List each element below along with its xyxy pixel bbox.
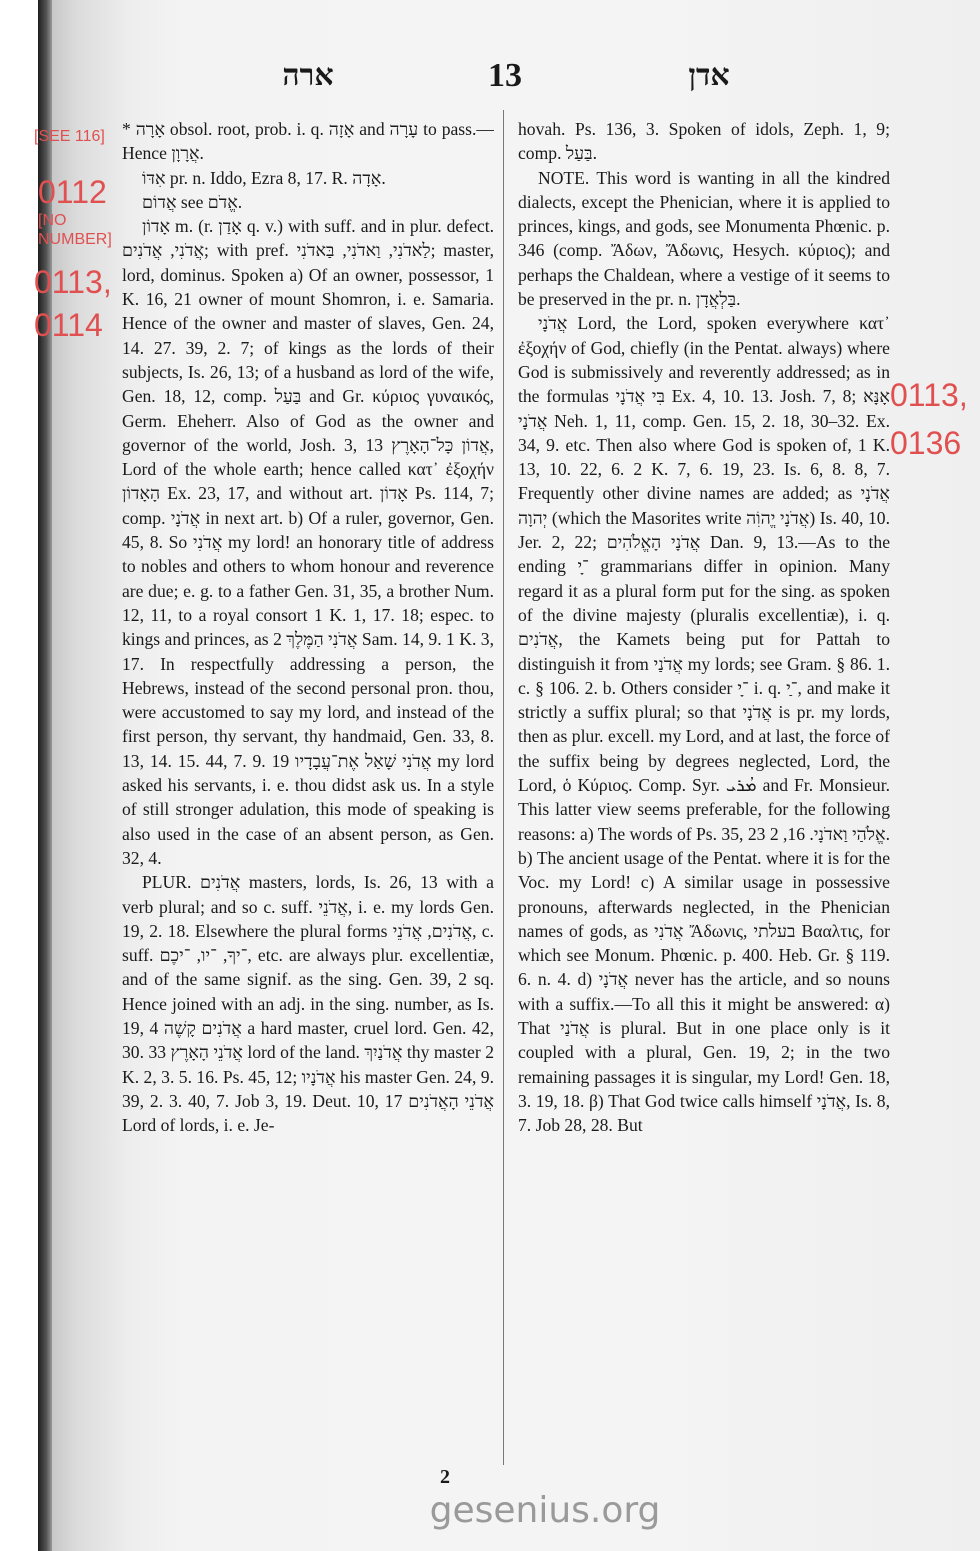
annotation-see-ref: [SEE 116] xyxy=(34,128,105,145)
site-watermark: gesenius.org xyxy=(429,1490,661,1531)
column-divider xyxy=(503,110,504,1465)
right-column xyxy=(518,117,890,1467)
annotation-no-number-line1: [NO xyxy=(38,212,67,229)
entry-adon-note: NOTE. This word is wanting in all the kindred dialects, except the Phenician, where it is applied to princes, kings, and gods, see Monumenta Phœnic. p. 346 (comp. Ἄδων, Ἄδωνις, Hesych. κύριος); and perhaps the Chaldean, where a vestige of it seems to be preserved in the pr. n. בַּלְאֲדָן. xyxy=(518,167,890,310)
entry-iddo: אִדּוֹ pr. n. Iddo, Ezra 8, 17. R. אָדָה. xyxy=(142,167,386,188)
signature-mark: 2 xyxy=(440,1466,450,1488)
header-left-word: ארה xyxy=(282,59,334,92)
page-number: 13 xyxy=(488,57,522,94)
annotation-0136: 0136 xyxy=(890,425,962,461)
annotation-no-number-line2: NUMBER] xyxy=(38,231,112,248)
annotation-0113-left: 0113, xyxy=(34,264,112,300)
annotation-0114: 0114 xyxy=(34,307,103,343)
annotation-0112: 0112 xyxy=(38,174,107,210)
annotation-0113-right: 0113, xyxy=(890,377,968,413)
header-right-word: אדן xyxy=(688,59,730,92)
entry-adonai: אֲדֹנָי Lord, the Lord, spoken everywhere κατ᾽ ἐξοχήν of God, chiefly (in the Pentat. always) where God is submissively and reverently addressed; as in the formulas בִּי אֲדֹנָי Ex. 4, 10. 13. Josh. 7, 8; אָנָּא אֲדֹנָי Neh. 1, 11, comp. Gen. 15, 2. 18, 30–32. Ex. 34, 9. etc. Then also where God is spoken of, 1 K. 13, 10. 22, 6. 2 K. 7, 6. 19, 23. Is. 6, 8. 8, 7. Frequently other divine names are added; as אֲדֹנָי יְהוָה (which the Masorites write אֲדֹנָי יֱהוִֹה) Is. 40, 10. Jer. 2, 22; אֲדֹנָי הָאֱלֹהִים Dan. 9, 13.—As to the ending ־ָי grammarians differ in opinion. Many regard it as a plural form put for the sing. as spoken of the divine majesty (pluralis excellentiæ), i. q. אֲדֹנִים, the Kamets being put for Pattah to distinguish it from אֲדֹנַי my lords; see Gram. § 86. 1. c. § 106. 2. b. Others consider ־ָי i. q. ־ַי, and make it strictly a suffix plural; so that אֲדֹנָי is pr. my lords, then as plur. excell. my Lord, and at last, the force of the suffix being by degrees neglected, Lord, the Lord, ὁ Κύριος. Comp. Syr. ܡܳܪܝ and Fr. Monsieur. This latter view seems preferable, for the following reasons: a) The words of Ps. 35, 23 אֱלֹהַי וַאדֹנָי. 16, 2. b) The ancient usage of the Pentat. where it is for the Voc. my Lord! c) A similar usage in possessive pronouns, afterwards neglected, in the Phenician names of gods, as אֲדֹנִי Ἄδωνις, בעלתי Βααλτις, for which see Monum. Phœnic. p. 400. Heb. Gr. § 119. 6. n. 4. d) אֲדֹנָי never has the article, and so nouns with a suffix.—To all this it might be answered: α) That אֲדֹנַי is plural. But in one place only is it coupled with a plural, Gen. 19, 2; in the two remaining passages it is singular, my Lord! Gen. 18, 3. 19, 18. β) That God twice calls himself אֲדֹנָי, Is. 8, 7. Job 28, 28. But xyxy=(518,313,890,1136)
entry-adon-continued: hovah. Ps. 136, 3. Spoken of idols, Zeph. 1, 9; comp. בַּעַל. xyxy=(518,119,890,164)
entry-adon-plural: PLUR. אֲדֹנִים masters, lords, Is. 26, 13 with a verb plural; and so c. suff. אֲדֹנֵי, i. e. my lords Gen. 19, 2. 18. Elsewhere the plural forms אֲדֹנִים, אֲדֹנֵי, c. suff. ־יךָ, ־יו, ־יכֶם, etc. are always plur. excellentiæ, and of the same signif. as the sing. Gen. 39, 2 sq. Hence joined with an adj. in the sing. number, as Is. 19, 4 אֲדֹנִים קָשֶׁה a hard master, cruel lord. Gen. 42, 30. 33 אֲדֹנֵי הָאָרֶץ lord of the land. אֲדֹנַיִךְ thy master 2 K. 2, 3. 5. 16. Ps. 45, 12; אֲדֹנָיו his master Gen. 24, 9. 39, 2. 3. 40, 7. Job 3, 19. Deut. 10, 17 אֲדֹנֵי הָאֲדֹנִים Lord of lords, i. e. Je- xyxy=(122,872,494,1136)
entry-arah: * אָרָה obsol. root, prob. i. q. אָזָה and עָרָה to pass.—Hence אֲרָוָן. xyxy=(122,119,494,164)
entry-adon: אָדוֹן m. (r. אָדַן q. v.) with suff. and in plur. defect. אֲדֹנִי, אֲדֹנִים; with pref. לַאדֹנִי, וַאדֹנִי, בַּאדֹנִי; master, lord, dominus. Spoken a) Of an owner, possessor, 1 K. 16, 21 owner of mount Shomron, i. e. Samaria. Hence of the owner and master of slaves, Gen. 24, 14. 27. 39, 2. 7; of kings as the lords of their subjects, Is. 26, 13; of a husband as lord of the wife, Gen. 18, 12, comp. בַּעַל and Gr. κύριος γυναικός, Germ. Eheherr. Also of God as the owner and governor of the world, Josh. 3, 13 אֲדוֹן כָּל־הָאָרֶץ, Lord of the whole earth; hence called κατ᾽ ἐξοχήν הָאָדוֹן Ex. 23, 17, and without art. אָדוֹן Ps. 114, 7; comp. אֲדֹנָי in next art. b) Of a ruler, governor, Gen. 45, 8. So אֲדֹנִי my lord! an honorary title of address to nobles and others to whom honour and reverence are due; e. g. to a father Gen. 31, 35, a brother Num. 12, 11, to a royal consort 1 K. 1, 17. 18; espec. to kings and princes, as אֲדֹנִי הַמֶּלֶךְ 2 Sam. 14, 9. 1 K. 3, 17. In respectfully addressing a person, the Hebrews, instead of the second personal pron. thou, were accustomed to say my lord, and instead of the first person, thy servant, thy handmaid, Gen. 33, 8. 13, 14. 15. 44, 7. 9. 19 אֲדֹנִי שָׁאַל אֶת־עֲבָדָיו my lord asked his servants, i. e. thou didst ask us. In a style of still stronger adulation, this mode of speaking is also used in the case of an absent person, as Gen. 32, 4. xyxy=(122,216,494,868)
entry-edom-ref: אֲדוֹם see אֱדֹם. xyxy=(142,191,243,212)
left-column xyxy=(122,117,494,1467)
